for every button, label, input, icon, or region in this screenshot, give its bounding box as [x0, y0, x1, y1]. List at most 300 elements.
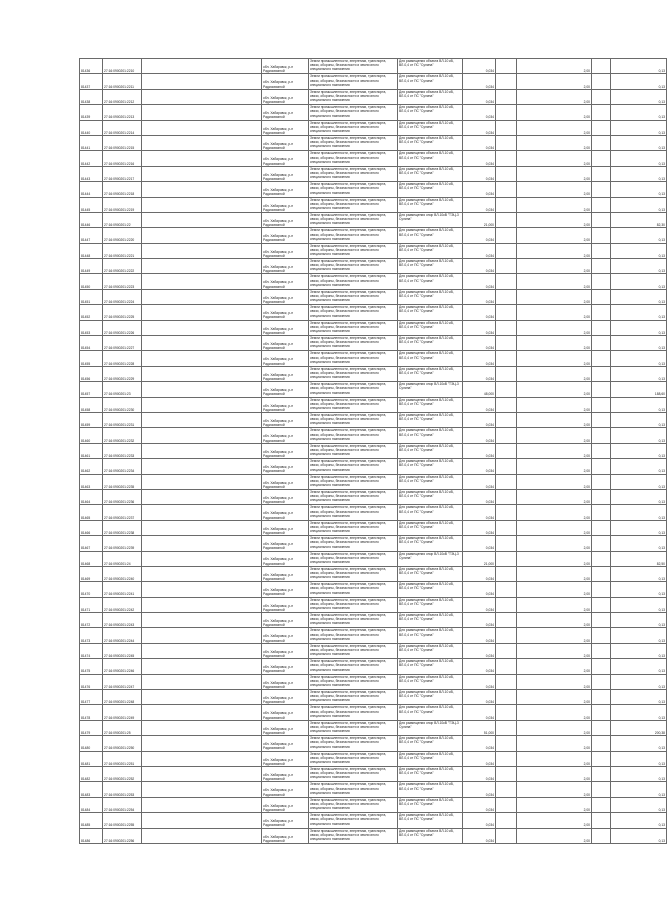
rate-cell: 2,00 — [517, 613, 592, 628]
permitted-use-cell: Для размещения объекта ВЛ-10 кВ, ВЛ-0,4 от ПС "Сулина" — [398, 797, 463, 812]
table-row — [80, 351, 667, 366]
rate-cell: 2,00 — [517, 397, 592, 412]
rate-cell: 2,00 — [517, 351, 592, 366]
row-number: 81459 — [80, 412, 103, 427]
cadastral-number: 27:16:0900201:2252 — [103, 766, 142, 781]
permitted-use-cell: Для размещения объекта ВЛ-10 кВ, ВЛ-0,4 от ПС "Сулина" — [398, 597, 463, 612]
tax-cell: 200,38 — [611, 720, 667, 735]
permitted-use-cell: Для размещения объекта ВЛ-10 кВ, ВЛ-0,4 от ПС "Сулина" — [398, 736, 463, 751]
empty-cell — [592, 89, 611, 104]
address-cell: обл. Хабаровск, р-н Радиосвязной — [262, 443, 309, 458]
permitted-use-cell: Для размещения объекта ВЛ-10 кВ, ВЛ-0,4 от ПС "Сулина" — [398, 243, 463, 258]
rate-cell: 2,00 — [517, 382, 592, 397]
empty-cell — [142, 428, 262, 443]
permitted-use-cell: Для размещения объекта ВЛ-10 кВ, ВЛ-0,4 от ПС "Сулина" — [398, 443, 463, 458]
land-category-cell: Земли промышленности, энергетики, транспорта, связи, обороны, безопасности и земли иного специального назначения — [309, 566, 398, 581]
permitted-use-cell: Для размещения объекта ВЛ-10 кВ, ВЛ-0,4 от ПС "Сулина" — [398, 305, 463, 320]
address-cell: обл. Хабаровск, р-н Радиосвязной — [262, 366, 309, 381]
row-number: 81458 — [80, 397, 103, 412]
address-cell: обл. Хабаровск, р-н Радиосвязной — [262, 690, 309, 705]
cadastral-number: 27:16:0900201:2240 — [103, 566, 142, 581]
tax-cell: 0,13 — [611, 782, 667, 797]
land-category-cell: Земли промышленности, энергетики, транспорта, связи, обороны, безопасности и земли иного специального назначения — [309, 120, 398, 135]
area-cell: 0,034 — [463, 474, 496, 489]
row-number: 81478 — [80, 705, 103, 720]
empty-cell — [496, 551, 517, 566]
empty-cell — [142, 259, 262, 274]
land-category-cell: Земли промышленности, энергетики, транспорта, связи, обороны, безопасности и земли иного специального назначения — [309, 443, 398, 458]
empty-cell — [496, 797, 517, 812]
rate-cell: 2,00 — [517, 412, 592, 427]
tax-cell: 0,13 — [611, 336, 667, 351]
cadastral-number: 27:16:0900201:2246 — [103, 659, 142, 674]
permitted-use-cell: Для размещения объекта ВЛ-10 кВ, ВЛ-0,4 от ПС "Сулина" — [398, 582, 463, 597]
table-row — [80, 412, 667, 427]
rate-cell: 2,00 — [517, 443, 592, 458]
empty-cell — [142, 551, 262, 566]
empty-cell — [496, 305, 517, 320]
empty-cell — [142, 289, 262, 304]
cadastral-number: 27:16:0900201:2212 — [103, 89, 142, 104]
row-number: 81457 — [80, 382, 103, 397]
address-cell: обл. Хабаровск, р-н Радиосвязной — [262, 766, 309, 781]
cadastral-number: 27:16:0900201:2220 — [103, 228, 142, 243]
address-cell: обл. Хабаровск, р-н Радиосвязной — [262, 382, 309, 397]
empty-cell — [592, 489, 611, 504]
empty-cell — [592, 705, 611, 720]
empty-cell — [592, 212, 611, 227]
area-cell: 0,034 — [463, 536, 496, 551]
address-cell: обл. Хабаровск, р-н Радиосвязной — [262, 505, 309, 520]
address-cell: обл. Хабаровск, р-н Радиосвязной — [262, 551, 309, 566]
tax-cell: 0,13 — [611, 659, 667, 674]
permitted-use-cell: Для размещения объекта ВЛ-10 кВ, ВЛ-0,4 от ПС "Сулина" — [398, 428, 463, 443]
table-row — [80, 89, 667, 104]
empty-cell — [592, 59, 611, 74]
address-cell: обл. Хабаровск, р-н Радиосвязной — [262, 59, 309, 74]
rate-cell: 2,00 — [517, 582, 592, 597]
area-cell: 0,034 — [463, 120, 496, 135]
area-cell: 0,034 — [463, 736, 496, 751]
tax-cell: 0,13 — [611, 813, 667, 828]
rate-cell: 2,00 — [517, 674, 592, 689]
rate-cell: 2,00 — [517, 705, 592, 720]
land-category-cell: Земли промышленности, энергетики, транспорта, связи, обороны, безопасности и земли иного специального назначения — [309, 274, 398, 289]
empty-cell — [592, 351, 611, 366]
empty-cell — [496, 489, 517, 504]
table-row — [80, 536, 667, 551]
rate-cell: 2,00 — [517, 243, 592, 258]
permitted-use-cell: Для размещения объекта ВЛ-10 кВ, ВЛ-0,4 от ПС "Сулина" — [398, 751, 463, 766]
rate-cell: 2,00 — [517, 766, 592, 781]
table-row — [80, 151, 667, 166]
permitted-use-cell: Для размещения объекта ВЛ-10 кВ, ВЛ-0,4 от ПС "Сулина" — [398, 474, 463, 489]
permitted-use-cell: Для размещения объекта ВЛ-10 кВ, ВЛ-0,4 от ПС "Сулина" — [398, 105, 463, 120]
empty-cell — [592, 274, 611, 289]
cadastral-number: 27:16:0900201:23 — [103, 382, 142, 397]
row-number: 81486 — [80, 828, 103, 843]
row-number: 81477 — [80, 690, 103, 705]
tax-cell: 0,13 — [611, 259, 667, 274]
tax-cell: 0,13 — [611, 120, 667, 135]
table-row — [80, 443, 667, 458]
tax-cell: 0,13 — [611, 690, 667, 705]
tax-cell: 0,13 — [611, 428, 667, 443]
empty-cell — [142, 597, 262, 612]
rate-cell: 2,00 — [517, 182, 592, 197]
land-category-cell: Земли промышленности, энергетики, транспорта, связи, обороны, безопасности и земли иного специального назначения — [309, 182, 398, 197]
row-number: 81460 — [80, 428, 103, 443]
tax-cell: 0,13 — [611, 397, 667, 412]
cadastral-number: 27:16:0900201:2239 — [103, 536, 142, 551]
empty-cell — [592, 289, 611, 304]
area-cell: 0,034 — [463, 628, 496, 643]
tax-cell: 0,13 — [611, 643, 667, 658]
row-number: 81449 — [80, 259, 103, 274]
table-row — [80, 428, 667, 443]
permitted-use-cell: Для размещения объекта ВЛ-10 кВ, ВЛ-0,4 от ПС "Сулина" — [398, 259, 463, 274]
cadastral-number: 27:16:0900201:2215 — [103, 135, 142, 150]
empty-cell — [142, 720, 262, 735]
rate-cell: 2,00 — [517, 659, 592, 674]
row-number: 81443 — [80, 166, 103, 181]
empty-cell — [496, 397, 517, 412]
area-cell: 0,034 — [463, 197, 496, 212]
empty-cell — [592, 74, 611, 89]
rate-cell: 2,00 — [517, 74, 592, 89]
table-row — [80, 828, 667, 843]
address-cell: обл. Хабаровск, р-н Радиосвязной — [262, 305, 309, 320]
address-cell: обл. Хабаровск, р-н Радиосвязной — [262, 751, 309, 766]
permitted-use-cell: Для размещения опор ВЛ-10кВ "ТЭЦ-3 Сулина" — [398, 551, 463, 566]
rate-cell: 2,00 — [517, 520, 592, 535]
tax-cell: 0,13 — [611, 766, 667, 781]
empty-cell — [142, 320, 262, 335]
empty-cell — [496, 74, 517, 89]
land-category-cell: Земли промышленности, энергетики, транспорта, связи, обороны, безопасности и земли иного специального назначения — [309, 351, 398, 366]
tax-cell: 0,13 — [611, 151, 667, 166]
tax-cell: 0,13 — [611, 536, 667, 551]
permitted-use-cell: Для размещения объекта ВЛ-10 кВ, ВЛ-0,4 от ПС "Сулина" — [398, 182, 463, 197]
area-cell: 0,034 — [463, 412, 496, 427]
row-number: 81466 — [80, 520, 103, 535]
empty-cell — [592, 412, 611, 427]
empty-cell — [592, 536, 611, 551]
rate-cell: 2,00 — [517, 289, 592, 304]
empty-cell — [592, 659, 611, 674]
row-number: 81465 — [80, 505, 103, 520]
address-cell: обл. Хабаровск, р-н Радиосвязной — [262, 212, 309, 227]
row-number: 81448 — [80, 243, 103, 258]
empty-cell — [496, 690, 517, 705]
address-cell: обл. Хабаровск, р-н Радиосвязной — [262, 613, 309, 628]
empty-cell — [142, 690, 262, 705]
tax-cell: 0,13 — [611, 751, 667, 766]
address-cell: обл. Хабаровск, р-н Радиосвязной — [262, 520, 309, 535]
address-cell: обл. Хабаровск, р-н Радиосвязной — [262, 182, 309, 197]
empty-cell — [592, 582, 611, 597]
empty-cell — [142, 782, 262, 797]
area-cell: 0,034 — [463, 690, 496, 705]
address-cell: обл. Хабаровск, р-н Радиосвязной — [262, 628, 309, 643]
rate-cell: 2,00 — [517, 428, 592, 443]
empty-cell — [592, 120, 611, 135]
empty-cell — [592, 166, 611, 181]
row-number: 81451 — [80, 289, 103, 304]
permitted-use-cell: Для размещения объекта ВЛ-10 кВ, ВЛ-0,4 от ПС "Сулина" — [398, 320, 463, 335]
rate-cell: 2,00 — [517, 720, 592, 735]
empty-cell — [592, 720, 611, 735]
permitted-use-cell: Для размещения объекта ВЛ-10 кВ, ВЛ-0,4 от ПС "Сулина" — [398, 197, 463, 212]
empty-cell — [592, 751, 611, 766]
table-row — [80, 289, 667, 304]
table-row — [80, 566, 667, 581]
empty-cell — [142, 751, 262, 766]
empty-cell — [496, 336, 517, 351]
row-number: 81480 — [80, 736, 103, 751]
permitted-use-cell: Для размещения объекта ВЛ-10 кВ, ВЛ-0,4 от ПС "Сулина" — [398, 505, 463, 520]
permitted-use-cell: Для размещения объекта ВЛ-10 кВ, ВЛ-0,4 от ПС "Сулина" — [398, 120, 463, 135]
tax-cell: 0,13 — [611, 674, 667, 689]
area-cell: 0,034 — [463, 228, 496, 243]
row-number: 81447 — [80, 228, 103, 243]
land-category-cell: Земли промышленности, энергетики, транспорта, связи, обороны, безопасности и земли иного специального назначения — [309, 397, 398, 412]
empty-cell — [142, 628, 262, 643]
address-cell: обл. Хабаровск, р-н Радиосвязной — [262, 674, 309, 689]
rate-cell: 2,00 — [517, 151, 592, 166]
row-number: 81455 — [80, 351, 103, 366]
cadastral-number: 27:16:0900201:2256 — [103, 828, 142, 843]
land-category-cell: Земли промышленности, энергетики, транспорта, связи, обороны, безопасности и земли иного специального назначения — [309, 428, 398, 443]
rate-cell: 2,00 — [517, 135, 592, 150]
permitted-use-cell: Для размещения объекта ВЛ-10 кВ, ВЛ-0,4 от ПС "Сулина" — [398, 705, 463, 720]
land-category-cell: Земли промышленности, энергетики, транспорта, связи, обороны, безопасности и земли иного специального назначения — [309, 105, 398, 120]
cadastral-number: 27:16:0900201:2245 — [103, 643, 142, 658]
empty-cell — [592, 259, 611, 274]
tax-cell: 0,13 — [611, 89, 667, 104]
address-cell: обл. Хабаровск, р-н Радиосвязной — [262, 151, 309, 166]
tax-cell: 0,13 — [611, 828, 667, 843]
area-cell: 0,034 — [463, 797, 496, 812]
row-number: 81476 — [80, 674, 103, 689]
empty-cell — [496, 89, 517, 104]
empty-cell — [496, 197, 517, 212]
table-row — [80, 397, 667, 412]
tax-cell: 0,13 — [611, 182, 667, 197]
empty-cell — [592, 397, 611, 412]
tax-cell: 0,13 — [611, 597, 667, 612]
empty-cell — [496, 135, 517, 150]
empty-cell — [496, 289, 517, 304]
row-number: 81444 — [80, 182, 103, 197]
area-cell: 0,034 — [463, 166, 496, 181]
area-cell: 0,034 — [463, 566, 496, 581]
permitted-use-cell: Для размещения опор ВЛ-10кВ "ТЭЦ-3 Сулина" — [398, 720, 463, 735]
land-category-cell: Земли промышленности, энергетики, транспорта, связи, обороны, безопасности и земли иного специального назначения — [309, 536, 398, 551]
rate-cell: 2,00 — [517, 643, 592, 658]
empty-cell — [592, 736, 611, 751]
address-cell: обл. Хабаровск, р-н Радиосвязной — [262, 597, 309, 612]
land-category-cell: Земли промышленности, энергетики, транспорта, связи, обороны, безопасности и земли иного специального назначения — [309, 597, 398, 612]
rate-cell: 2,00 — [517, 474, 592, 489]
rate-cell: 2,00 — [517, 797, 592, 812]
land-category-cell: Земли промышленности, энергетики, транспорта, связи, обороны, безопасности и земли иного специального назначения — [309, 74, 398, 89]
empty-cell — [592, 197, 611, 212]
table-row — [80, 135, 667, 150]
land-category-cell: Земли промышленности, энергетики, транспорта, связи, обороны, безопасности и земли иного специального назначения — [309, 305, 398, 320]
permitted-use-cell: Для размещения объекта ВЛ-10 кВ, ВЛ-0,4 от ПС "Сулина" — [398, 459, 463, 474]
rate-cell: 2,00 — [517, 566, 592, 581]
address-cell: обл. Хабаровск, р-н Радиосвязной — [262, 813, 309, 828]
empty-cell — [496, 105, 517, 120]
area-cell: 0,034 — [463, 320, 496, 335]
empty-cell — [142, 659, 262, 674]
tax-cell: 0,13 — [611, 489, 667, 504]
table-row — [80, 797, 667, 812]
empty-cell — [592, 305, 611, 320]
empty-cell — [496, 474, 517, 489]
empty-cell — [592, 228, 611, 243]
empty-cell — [142, 674, 262, 689]
table-row — [80, 120, 667, 135]
tax-cell: 0,13 — [611, 166, 667, 181]
empty-cell — [142, 536, 262, 551]
table-row — [80, 382, 667, 397]
row-number: 81467 — [80, 536, 103, 551]
land-category-cell: Земли промышленности, энергетики, транспорта, связи, обороны, безопасности и земли иного специального назначения — [309, 259, 398, 274]
rate-cell: 2,00 — [517, 89, 592, 104]
land-category-cell: Земли промышленности, энергетики, транспорта, связи, обороны, безопасности и земли иного специального назначения — [309, 135, 398, 150]
empty-cell — [496, 412, 517, 427]
address-cell: обл. Хабаровск, р-н Радиосвязной — [262, 228, 309, 243]
permitted-use-cell: Для размещения объекта ВЛ-10 кВ, ВЛ-0,4 от ПС "Сулина" — [398, 674, 463, 689]
address-cell: обл. Хабаровск, р-н Радиосвязной — [262, 736, 309, 751]
empty-cell — [142, 489, 262, 504]
empty-cell — [496, 705, 517, 720]
cadastral-number: 27:16:0900201:2225 — [103, 305, 142, 320]
area-cell: 0,034 — [463, 828, 496, 843]
land-category-cell: Земли промышленности, энергетики, транспорта, связи, обороны, безопасности и земли иного специального назначения — [309, 797, 398, 812]
rate-cell: 2,00 — [517, 305, 592, 320]
tax-cell: 0,13 — [611, 243, 667, 258]
table-row — [80, 551, 667, 566]
address-cell: обл. Хабаровск, р-н Радиосвязной — [262, 397, 309, 412]
rate-cell: 2,00 — [517, 320, 592, 335]
land-category-cell: Земли промышленности, энергетики, транспорта, связи, обороны, безопасности и земли иного специального назначения — [309, 828, 398, 843]
empty-cell — [496, 59, 517, 74]
address-cell: обл. Хабаровск, р-н Радиосвязной — [262, 659, 309, 674]
permitted-use-cell: Для размещения объекта ВЛ-10 кВ, ВЛ-0,4 от ПС "Сулина" — [398, 135, 463, 150]
cadastral-number: 27:16:0900201:2223 — [103, 274, 142, 289]
empty-cell — [592, 782, 611, 797]
permitted-use-cell: Для размещения объекта ВЛ-10 кВ, ВЛ-0,4 от ПС "Сулина" — [398, 74, 463, 89]
empty-cell — [142, 643, 262, 658]
empty-cell — [496, 151, 517, 166]
table-row — [80, 505, 667, 520]
empty-cell — [496, 228, 517, 243]
empty-cell — [142, 197, 262, 212]
permitted-use-cell: Для размещения объекта ВЛ-10 кВ, ВЛ-0,4 от ПС "Сулина" — [398, 166, 463, 181]
address-cell: обл. Хабаровск, р-н Радиосвязной — [262, 197, 309, 212]
address-cell: обл. Хабаровск, р-н Радиосвязной — [262, 336, 309, 351]
table-row — [80, 751, 667, 766]
rate-cell: 2,00 — [517, 782, 592, 797]
land-register-table — [79, 58, 667, 844]
table-row — [80, 228, 667, 243]
address-cell: обл. Хабаровск, р-н Радиосвязной — [262, 243, 309, 258]
empty-cell — [592, 597, 611, 612]
land-category-cell: Земли промышленности, энергетики, транспорта, связи, обороны, безопасности и земли иного специального назначения — [309, 582, 398, 597]
land-category-cell: Земли промышленности, энергетики, транспорта, связи, обороны, безопасности и земли иного специального назначения — [309, 736, 398, 751]
empty-cell — [496, 274, 517, 289]
cadastral-number: 27:16:0900201:2241 — [103, 582, 142, 597]
tax-cell: 0,13 — [611, 705, 667, 720]
address-cell: обл. Хабаровск, р-н Радиосвязной — [262, 705, 309, 720]
area-cell: 0,034 — [463, 397, 496, 412]
empty-cell — [496, 766, 517, 781]
cadastral-number: 27:16:0900201:2234 — [103, 459, 142, 474]
empty-cell — [592, 474, 611, 489]
rate-cell: 2,00 — [517, 459, 592, 474]
land-category-cell: Земли промышленности, энергетики, транспорта, связи, обороны, безопасности и земли иного специального назначения — [309, 166, 398, 181]
area-cell: 0,034 — [463, 643, 496, 658]
land-category-cell: Земли промышленности, энергетики, транспорта, связи, обороны, безопасности и земли иного специального назначения — [309, 705, 398, 720]
row-number: 81439 — [80, 105, 103, 120]
cadastral-number: 27:16:0900201:2254 — [103, 797, 142, 812]
address-cell: обл. Хабаровск, р-н Радиосвязной — [262, 643, 309, 658]
cadastral-number: 27:16:0900201:2248 — [103, 690, 142, 705]
cadastral-number: 27:16:0900201:2251 — [103, 751, 142, 766]
empty-cell — [592, 135, 611, 150]
empty-cell — [496, 659, 517, 674]
rate-cell: 2,00 — [517, 628, 592, 643]
tax-cell: 0,13 — [611, 74, 667, 89]
area-cell: 0,034 — [463, 459, 496, 474]
permitted-use-cell: Для размещения опор ВЛ-10кВ "ТЭЦ-3 Сулина" — [398, 382, 463, 397]
empty-cell — [142, 766, 262, 781]
tax-cell: 0,13 — [611, 628, 667, 643]
empty-cell — [496, 259, 517, 274]
permitted-use-cell: Для размещения объекта ВЛ-10 кВ, ВЛ-0,4 от ПС "Сулина" — [398, 659, 463, 674]
empty-cell — [592, 151, 611, 166]
permitted-use-cell: Для размещения объекта ВЛ-10 кВ, ВЛ-0,4 от ПС "Сулина" — [398, 336, 463, 351]
cadastral-number: 27:16:0900201:2237 — [103, 505, 142, 520]
rate-cell: 2,00 — [517, 828, 592, 843]
empty-cell — [496, 366, 517, 381]
tax-cell: 0,13 — [611, 59, 667, 74]
tax-cell: 0,13 — [611, 135, 667, 150]
empty-cell — [142, 243, 262, 258]
tax-cell: 0,13 — [611, 305, 667, 320]
cadastral-number: 27:16:0900201:2250 — [103, 736, 142, 751]
area-cell: 0,034 — [463, 243, 496, 258]
area-cell: 0,034 — [463, 813, 496, 828]
row-number: 81445 — [80, 197, 103, 212]
empty-cell — [592, 766, 611, 781]
row-number: 81479 — [80, 720, 103, 735]
empty-cell — [142, 397, 262, 412]
permitted-use-cell: Для размещения объекта ВЛ-10 кВ, ВЛ-0,4 от ПС "Сулина" — [398, 289, 463, 304]
cadastral-number: 27:16:0900201:2243 — [103, 613, 142, 628]
empty-cell — [592, 690, 611, 705]
address-cell: обл. Хабаровск, р-н Радиосвязной — [262, 259, 309, 274]
table-row — [80, 243, 667, 258]
land-category-cell: Земли промышленности, энергетики, транспорта, связи, обороны, безопасности и земли иного специального назначения — [309, 59, 398, 74]
row-number: 81470 — [80, 582, 103, 597]
row-number: 81482 — [80, 766, 103, 781]
area-cell: 0,034 — [463, 674, 496, 689]
tax-cell: 0,13 — [611, 320, 667, 335]
